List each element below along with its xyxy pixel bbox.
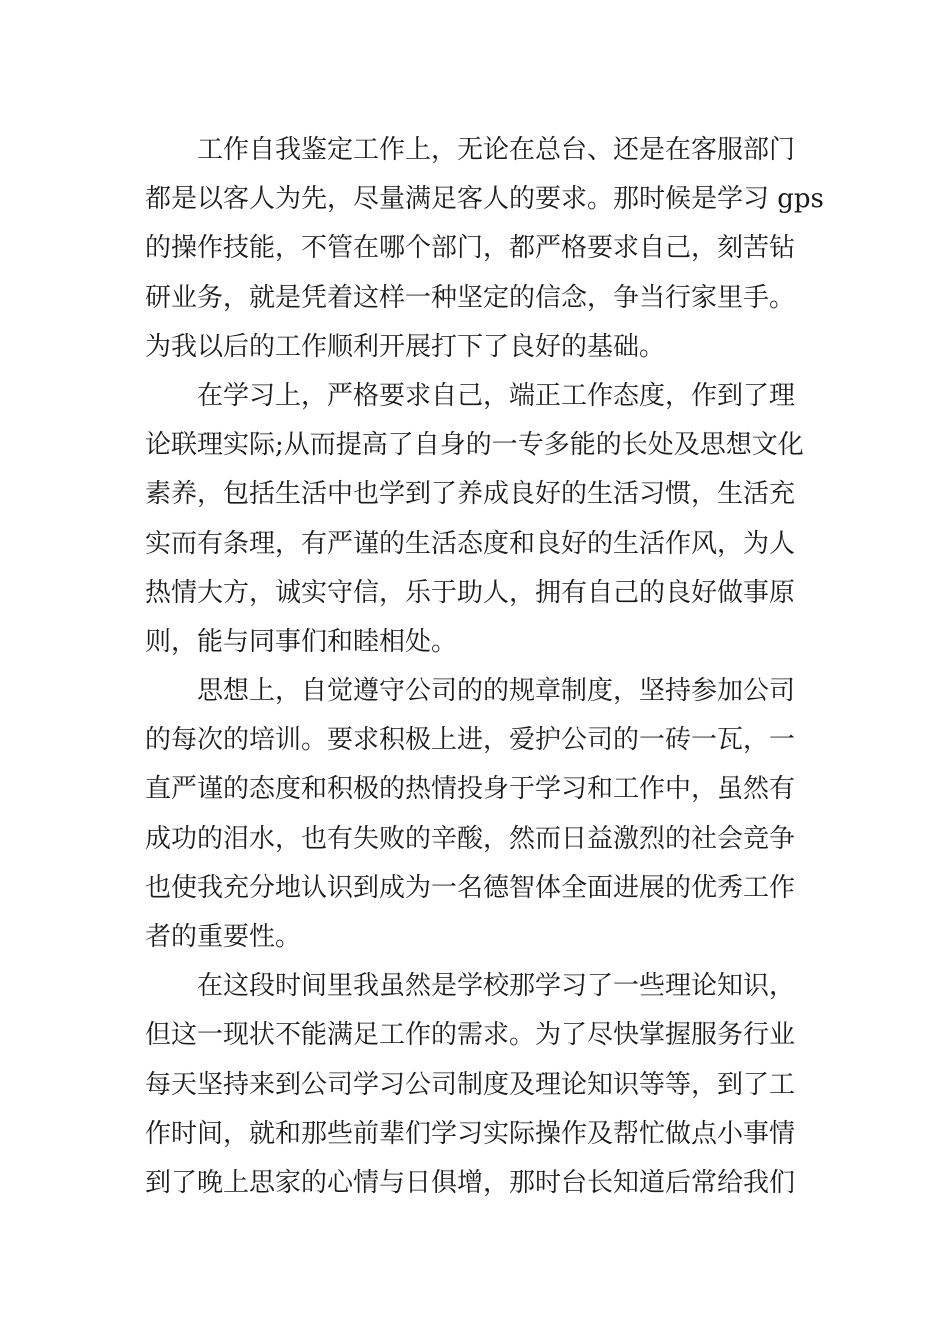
text-line: 在学习上，严格要求自己，端正工作态度，作到了理 (197, 380, 796, 411)
text-line: 工作自我鉴定工作上，无论在总台、还是在客服部门 (197, 135, 796, 165)
text-line: 论联理实际;从而提高了自身的一专多能的长处及思想文化 (145, 430, 804, 461)
text-line: 的每次的培训。要求积极上进，爱护公司的一砖一瓦，一 (145, 725, 796, 756)
text-line: 直严谨的态度和积极的热情投身于学习和工作中，虽然有 (145, 774, 796, 805)
text-line: 思想上，自觉遵守公司的的规章制度，坚持参加公司 (197, 676, 796, 707)
paragraph-period (145, 962, 805, 1208)
text-line: 但这一现状不能满足工作的需求。为了尽快掌握服务行业 (145, 1020, 796, 1051)
text-line: 热情大方，诚实守信，乐于助人，拥有自己的良好做事原 (145, 577, 796, 608)
paragraph-thinking (145, 667, 805, 962)
text-line: 作时间，就和那些前辈们学习实际操作及帮忙做点小事情 (145, 1118, 796, 1149)
paragraph-self-assessment (145, 126, 824, 372)
text-line: 为我以后的工作顺利开展打下了良好的基础。 (145, 331, 666, 362)
text-line: 也使我充分地认识到成为一名德智体全面进展的优秀工作 (145, 872, 796, 903)
text-line: 则，能与同事们和睦相处。 (145, 626, 458, 657)
text-line: 研业务，就是凭着这样一种坚定的信念，争当行家里手。 (145, 282, 796, 313)
paragraph-study (145, 372, 805, 667)
text-line: 的操作技能，不管在哪个部门，都严格要求自己，刻苦钻 (145, 233, 796, 264)
text-line: 实而有条理，有严谨的生活态度和良好的生活作风，为人 (145, 528, 796, 559)
text-line: 在这段时间里我虽然是学校那学习了一些理论知识， (197, 971, 796, 1002)
text-line: 每天坚持来到公司学习公司制度及理论知识等等，到了工 (145, 1069, 796, 1100)
text-line: 者的重要性。 (145, 922, 302, 952)
text-line: 到了晚上思家的心情与日俱增，那时台长知道后常给我们 (145, 1167, 796, 1198)
text-line: 素养，包括生活中也学到了养成良好的生活习惯，生活充 (145, 479, 796, 510)
text-line: 都是以客人为先，尽量满足客人的要求。那时候是学习 gps (145, 184, 824, 215)
text-line: 成功的泪水，也有失败的辛酸，然而日益激烈的社会竞争 (145, 823, 796, 854)
document-body (145, 126, 824, 1208)
